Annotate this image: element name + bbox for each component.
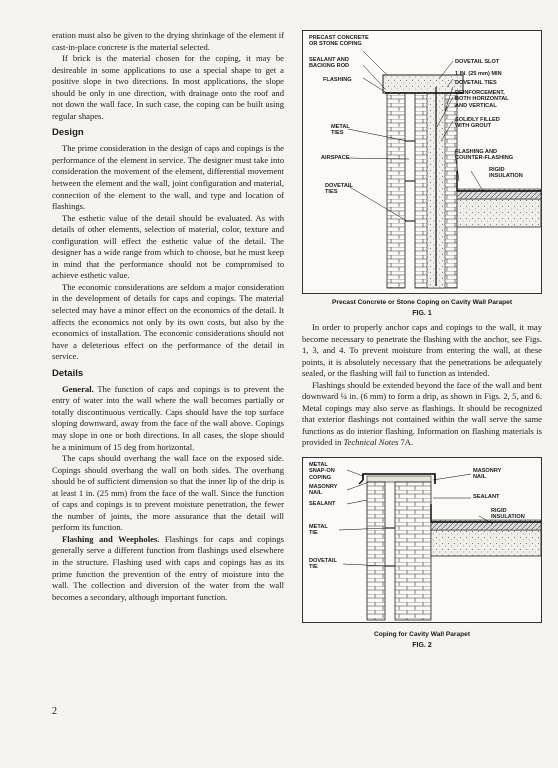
label-masonry-nail-right: MASONRY NAIL (473, 468, 502, 481)
label-flashing: FLASHING (323, 77, 352, 83)
paragraph-text: The function of caps and copings is to prevent the entry of water into the wall where the wall becomes partially or totally discontinuous vertically. Caps should have the top surface sloping downward, away from the face of the wall above. Copings may slope in one or both directions. In all cases, the slope should be a minimum of 15 deg from horizontal. (52, 383, 284, 452)
figure-2 (302, 457, 542, 623)
label-metal-tie: METAL TIE (309, 524, 328, 537)
figure-1-drawing (303, 31, 541, 293)
paragraph: The prime consideration in the design of caps and copings is the performance of the element in service. The designer must take into consideration the movement of the element, differential movement between the element and the wall, joint configuration and material, connection of the element to the wall, and type and location of flashings. (52, 143, 284, 212)
label-coping: PRECAST CONCRETE OR STONE COPING (309, 35, 369, 48)
label-dovetail-tie: DOVETAIL TIE (309, 558, 337, 571)
run-in-heading: Flashing and Weepholes. (62, 533, 160, 544)
paragraph-text: Flashings should be extended beyond the face of the wall and bent downward ¼ in. (6 mm) to form a drip, as shown in Figs. 2, 5, and 6. Metal copings may also serve as flashings. It should be recognized that exterior flashings not contained within the wall serve the same functions as do interior flashing. Information on flashing materials is provided in (302, 379, 542, 448)
label-min: 1 IN. (25 mm) MIN (455, 71, 502, 77)
figure-2-caption: Coping for Cavity Wall Parapet (373, 631, 471, 639)
paragraph: The economic considerations are seldom a major consideration in the development of details for caps and copings. The material selected may have a minor effect on the economics of the detail. It affects the economics not only by its own costs, but also by the economics of installation. The economic considerations should not have a deleterious effect on the performance of the detail in service. (52, 281, 284, 362)
figure-2-drawing (303, 458, 541, 622)
label-airspace: AIRSPACE (321, 155, 350, 161)
label-rigid-insulation: RIGID INSULATION (489, 167, 523, 180)
paragraph: The caps should overhang the wall face on the exposed side. Copings should overhang the wall on both sides. The overhang should be of sufficient dimension so that the inner lip of the drip is at least 1 in. (25 mm) from the face of the wall. Since the function of caps and copings is to prevent moisture penetration, the fewer the number of joints, the more assurance that the detail will perform its function. (52, 453, 284, 533)
label-rigid-insulation: RIGID INSULATION (491, 508, 525, 521)
figure-2-number: FIG. 2 (412, 642, 432, 650)
paragraph (302, 380, 542, 449)
paragraph: The esthetic value of the detail should be evaluated. As with details of other elements, selection of material, color, texture and configuration will effect the esthetic value of the detail. The designer has a wide range from which to choose, but he must keep in mind that the performance should not be compromised to achieve esthetic value. (52, 212, 284, 281)
figure-1 (302, 30, 542, 294)
heading-design: Design (52, 127, 84, 139)
right-column (302, 30, 542, 649)
run-in-heading: General. (62, 383, 94, 394)
figure-1-caption: Precast Concrete or Stone Coping on Cavity Wall Parapet (331, 299, 513, 306)
label-metal-ties: METAL TIES (331, 124, 350, 137)
paragraph (52, 384, 284, 453)
label-metal-coping: METAL SNAP-ON COPING (309, 462, 335, 481)
label-sealant: SEALANT (309, 501, 336, 508)
label-sealant: SEALANT AND BACKING ROD (309, 57, 350, 70)
paragraph: If brick is the material chosen for the coping, it may be desireable in some applications to use a special shape to get a positive slope in two directions. In most applications, the slope should be only in one direction, with drainage onto the roof and not down the wall face. In such case, the coping can be built using regular shapes. (52, 53, 284, 121)
paragraph: In order to properly anchor caps and copings to the wall, it may become necessary to penetrate the flashing with the anchor, see Figs. 1, 3, and 4. To prevent moisture from entering the wall, at these points, it is absolutely necessary that the penetrations be adequately sealed, or the flashing will fail to function as intended. (302, 322, 542, 379)
label-dovetail-slot: DOVETAIL SLOT (455, 59, 500, 65)
page-number: 2 (52, 706, 57, 717)
label-dovetail-ties-right: DOVETAIL TIES (455, 80, 497, 86)
paragraph: eration must also be given to the drying shrinkage of the element if cast-in-place concrete is the material selected. (52, 30, 284, 52)
label-reinforcement: REINFORCEMENT, BOTH HORIZONTAL AND VERTICAL (455, 90, 509, 109)
paragraph-text: Flashings for caps and copings generally serve a different function from flashings used elsewhere in the structure. Flashing used with caps and copings has as its prime function the prevention of the entry of moisture into the wall. The collection and diversion of the water from the wall becomes a secondary, although important function. (52, 533, 284, 602)
label-dovetail-ties: DOVETAIL TIES (325, 183, 353, 196)
paragraph-text: 7A. (398, 437, 414, 448)
label-counter-flashing: FLASHING AND COUNTER-FLASHING (455, 149, 514, 162)
label-sealant-right: SEALANT (473, 494, 500, 501)
label-solidly: SOLIDLY FILLED WITH GROUT (455, 117, 500, 130)
paragraph (52, 534, 284, 603)
left-column (52, 30, 284, 603)
figure-1-number: FIG. 1 (412, 310, 432, 317)
heading-details: Details (52, 367, 84, 379)
label-masonry-nail: MASONRY NAIL (309, 484, 338, 497)
italic-reference: Technical Notes (343, 437, 399, 448)
